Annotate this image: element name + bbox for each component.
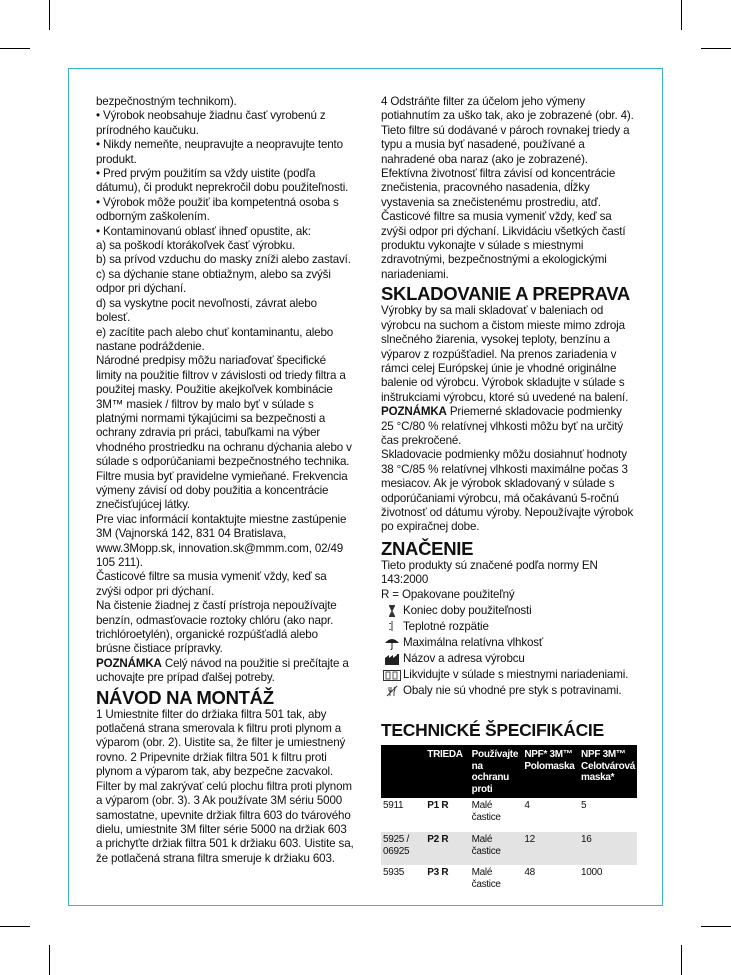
umbrella-icon (381, 637, 403, 650)
symbol-row (381, 651, 637, 667)
list-item: b) sa prívod vzduchu do masky zníži alebo zastaví. (96, 253, 351, 267)
table-cell: 4 (524, 800, 530, 811)
symbol-label: Koniec doby použiteľnosti (403, 603, 532, 617)
table-cell: P2 R (425, 832, 469, 865)
table-cell: 12 (522, 832, 579, 865)
spec-table (381, 745, 637, 892)
column-header: NPF 3M™ Celotvárová maska* (579, 745, 637, 798)
list-item: d) sa vyskytne pocit nevoľnosti, závrat alebo bolesť. (96, 296, 317, 325)
note-label: POZNÁMKA (96, 656, 162, 670)
table-cell: 5911 (383, 800, 404, 811)
table-cell: 5 (581, 800, 587, 811)
column-header (381, 745, 425, 798)
table-row (381, 798, 637, 832)
table-row (381, 865, 637, 892)
table-cell: 5925 / 06925 (381, 832, 425, 865)
note-text: Celý návod na použitie si prečítajte a uchovajte pre prípad ďalšej potreby. (96, 656, 349, 685)
marking-text: Tieto produkty sú značené podľa normy EN 143:2000 (381, 558, 598, 587)
hourglass-icon (381, 605, 403, 617)
crop-mark (681, 945, 682, 975)
bullet-item: • Nikdy nemeňte, neupravujte a neopravujte tento produkt. (96, 138, 343, 166)
assembly-heading: NÁVOD NA MONTÁŽ (96, 686, 274, 708)
note-text: Priemerné skladovacie podmienky 25 °C/80 % relatívnej vlhkosti môžu byť na určitý čas prekročené. (381, 405, 623, 447)
table-cell: Malé častice (470, 832, 523, 865)
symbol-label: Maximálna relatívna vlhkosť (403, 635, 544, 649)
table-row (381, 832, 637, 865)
crop-mark (701, 926, 731, 927)
symbol-label: Názov a adresa výrobcu (403, 651, 525, 665)
column-header: Používajte na ochranu proti (470, 745, 523, 798)
tech-heading: TECHNICKÉ ŠPECIFIKÁCIE (381, 720, 604, 740)
paragraph: bezpečnostným technikom). (96, 95, 237, 108)
left-column (96, 95, 354, 866)
symbol-row (381, 619, 637, 635)
column-header: TRIEDA (425, 745, 469, 798)
list-item: c) sa dýchanie stane obtiažnym, alebo sa zvýši odpor pri dýchaní. (96, 267, 331, 296)
column-header: NPF* 3M™ Polomaska (522, 745, 579, 798)
symbol-label: Likvidujte v súlade s miestnymi nariadeniami. (403, 667, 629, 681)
paragraph: 4 Odstráňte filter za účelom jeho výmeny potiahnutím za uško tak, ako je zobrazené (obr. 4). Tieto filtre sú dodávané v pároch rovnakej triedy a typu a musia byť nasadené, používané a nahradené oba naraz (ako je zobrazené). Efektívna životnosť filtra závisí od koncentrácie znečistenia, pracovného nasadenia, dĺžky vystavenia sa znečistenému prostrediu, atď. Časticové filtre sa musia vymeniť vždy, keď sa zvýši odpor pri dýchaní. Likvidáciu všetkých častí produktu vykonajte v súlade s miestnymi zdravotnými, bezpečnostnými a ekologickými nariadeniami. (381, 95, 634, 281)
table-cell: P3 R (427, 867, 449, 878)
paragraph: Časticové filtre sa musia vymeniť vždy, keď sa zvýši odpor pri dýchaní. (96, 570, 327, 598)
table-header-row (381, 745, 637, 798)
not-food-safe-icon (381, 685, 403, 697)
note-label: POZNÁMKA (381, 405, 447, 419)
storage-heading: SKLADOVANIE A PREPRAVA (381, 283, 630, 305)
note-paragraph (96, 657, 354, 686)
bullet-item: • Pred prvým použitím sa vždy uistite (podľa dátumu), či produkt neprekročil dobu použiteľnosti. (96, 167, 349, 195)
right-column (381, 95, 637, 892)
crop-mark (0, 926, 30, 927)
contact-paragraph: Pre viac informácií kontaktujte miestne zastúpenie 3M (Vajnorská 142, 831 04 Bratislava, www.3Mopp.sk, innovation.sk@mmm.com, 02/49 105 211). (96, 512, 347, 569)
table-cell: 16 (579, 832, 637, 865)
marking-heading: ZNAČENIE (381, 537, 474, 559)
paragraph: Na čistenie žiadnej z častí prístroja nepoužívajte benzín, odmasťovacie roztoky chlóru (ako napr. trichlóroetylén), organické rozpúšťadlá alebo brúsne čistiace prípravky. (96, 599, 337, 656)
list-item: a) sa poškodí ktorákoľvek časť výrobku. (96, 239, 296, 253)
list-item: e) zacítite pach alebo chuť kontaminantu, alebo nastane podráždenie. (96, 325, 334, 353)
bullet-item: • Výrobok neobsahuje žiadnu časť vyrobenú z prírodného kaučuku. (96, 109, 326, 137)
symbol-label: Obaly nie sú vhodné pre styk s potravinami. (403, 683, 622, 697)
crop-mark (49, 945, 50, 975)
crop-mark (49, 0, 50, 30)
symbol-row (381, 635, 637, 651)
table-cell: 5935 (383, 867, 405, 878)
bullet-item: • Kontaminovanú oblasť ihneď opustite, ak: (96, 224, 311, 238)
table-cell: Malé častice (471, 867, 501, 890)
factory-icon (381, 654, 403, 665)
symbol-row (381, 667, 637, 683)
storage-text-2: Skladovacie podmienky môžu dosiahnuť hodnoty 38 °C/85 % relatívnej vlhkosti maximálne počas 3 mesiacov. Ak je výrobok skladovaný v súlade s odporúčaniami výrobcu, má očakávanú 5-ročnú životnosť od dátumu výroby. Nepoužívajte výrobok po expiračnej dobe. (381, 448, 634, 534)
table-cell: 1000 (581, 867, 603, 878)
thermometer-icon (381, 621, 403, 634)
symbol-row (381, 683, 637, 699)
bullet-item: • Výrobok môže použiť iba kompetentná osoba s odborným zaškolením. (96, 195, 339, 224)
table-cell: 48 (524, 867, 535, 878)
marking-r: R = Opakovane použiteľný (381, 587, 515, 601)
crop-mark (0, 48, 30, 49)
table-cell: P1 R (427, 800, 449, 811)
symbol-row (381, 603, 637, 619)
paragraph: Národné predpisy môžu nariaďovať špecifické limity na použitie filtrov v závislosti od triedy filtra a použitej masky. Použitie akejkoľvek kombinácie 3M™ masiek / filtrov by malo byť v súlade s platnými normami týkajúcimi sa bezpečnosti a ochrany zdravia pri práci, tabuľkami na výber vhodného prostriedku na ochranu dýchania alebo v súlade s odporúčaniami bezpečnostného technika. Filtre musia byť pravidelne vymieňané. Frekvencia výmeny závisí od doby použitia a koncentrácie znečisťujúcej látky. (96, 354, 352, 512)
storage-note (381, 405, 637, 448)
symbol-label: Teplotné rozpätie (403, 619, 489, 633)
table-cell: Malé častice (471, 800, 501, 823)
crop-mark (701, 48, 731, 49)
manual-icon (381, 670, 403, 681)
storage-text: Výrobky by sa mali skladovať v baleniach od výrobcu na suchom a čistom mieste mimo zdroja slnečného žiarenia, vysokej teploty, benzínu a výparov z rozpúšťadiel. Na prenos zariadenia v rámci celej Európskej únie je vhodné originálne balenie od výrobcu. Výrobok skladujte v súlade s inštrukciami výrobcu, ktoré sú uvedené na balení. (381, 304, 629, 404)
crop-mark (681, 0, 682, 30)
assembly-text: 1 Umiestnite filter do držiaka filtra 501 tak, aby potlačená strana smerovala k filtru proti plynom a výparom (obr. 2). Uistite sa, že filter je umiestnený rovno. 2 Pripevnite držiak filtra 501 k filtru proti plynom a výparom tak, aby bezpečne zacvakol. Filter by mal zakrývať celú plochu filtra proti plynom a výparom (obr. 3). 3 Ak používate 3M sériu 5000 samostatne, upevnite držiak filtra 603 do tvárového dielu, umiestnite 3M filter série 5000 na držiak 603 a prichyťte držiak filtra 501 k držiaku 603. Uistite sa, že potlačená strana filtra smeruje k držiaku 603. (96, 707, 354, 865)
